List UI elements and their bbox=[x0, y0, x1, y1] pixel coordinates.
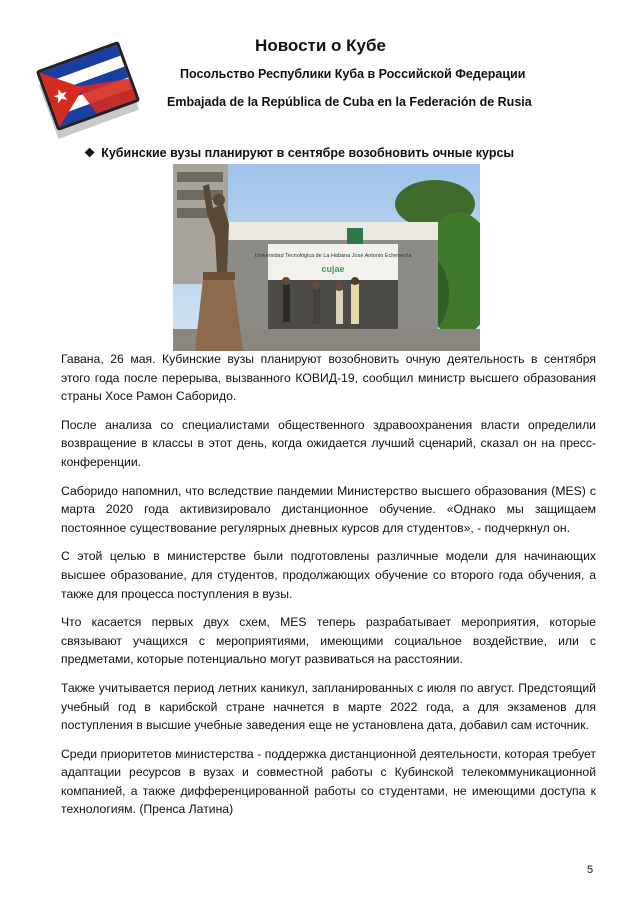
article-paragraph: Саборидо напомнил, что вследствие пандемии Министерство высшего образования (MES) с марта 2020 года активизировало дистанционное обучение. «Однако мы защищаем постоянное существование регулярных дневных курсов для студентов», - подчеркнул он. bbox=[61, 483, 596, 535]
article-paragraph: Гавана, 26 мая. Кубинские вузы планируют возобновить очную деятельность в сентября этого года после перерыва, вызванного КОВИД-19, сообщил министр высшего образования страны Хосе Рамон Саборидо. bbox=[61, 352, 596, 404]
cuba-russia-flag-icon bbox=[38, 46, 148, 136]
article-headline bbox=[84, 145, 514, 160]
article-paragraph: Также учитывается период летних каникул, запланированных с июля по август. Предстоящий учебный год в карибской стране начнется в марте 2022 года, а для экзаменов для поступления в высшие учебные заведения еще не установлена дата, добавил сам источник. bbox=[61, 680, 596, 733]
article-paragraph: Среди приоритетов министерства - поддержка дистанционной деятельности, которая требует адаптации ресурсов в вузах и совместной работы с Кубинской телекоммуникационной компанией, а также дифференцированной работы со студентами, не имеющими доступа к технологиям. (Пренса Латина) bbox=[61, 746, 596, 817]
page-title: Новости о Кубе bbox=[255, 36, 386, 55]
cujae-logo: cujae bbox=[321, 264, 345, 274]
article-photo bbox=[173, 164, 480, 351]
article-paragraph: После анализа со специалистами общественного здравоохранения власти определили возвращение в классы в этот день, когда ожидается лучший сценарий, сказал он на пресс-конференции. bbox=[61, 417, 596, 469]
headline-text: Кубинские вузы планируют в сентябре возобновить очные курсы bbox=[101, 146, 515, 160]
page-number: 5 bbox=[587, 864, 594, 876]
diamond-bullet-icon: ❖ bbox=[84, 146, 96, 160]
article-paragraph: Что касается первых двух схем, MES теперь разрабатывает мероприятия, которые связывают учащихся с мероприятиями, имеющими социальное воздействие, или с предметами, которые потенциально могут развиваться на расстоянии. bbox=[61, 615, 596, 667]
embassy-name-ru: Посольство Республики Куба в Российской Федерации bbox=[180, 67, 526, 81]
university-sign: Universidad Tecnológica de La Habana José Antonio Echeverría bbox=[254, 253, 412, 259]
article-paragraph: С этой целью в министерстве были подготовлены различные модели для начинающих высшее образование, для студентов, продолжающих обучение со второго года обучения, а также для процесса поступления в вузы. bbox=[61, 549, 596, 601]
article-body bbox=[61, 350, 596, 829]
embassy-name-es: Embajada de la República de Cuba en la Federación de Rusia bbox=[167, 95, 532, 109]
